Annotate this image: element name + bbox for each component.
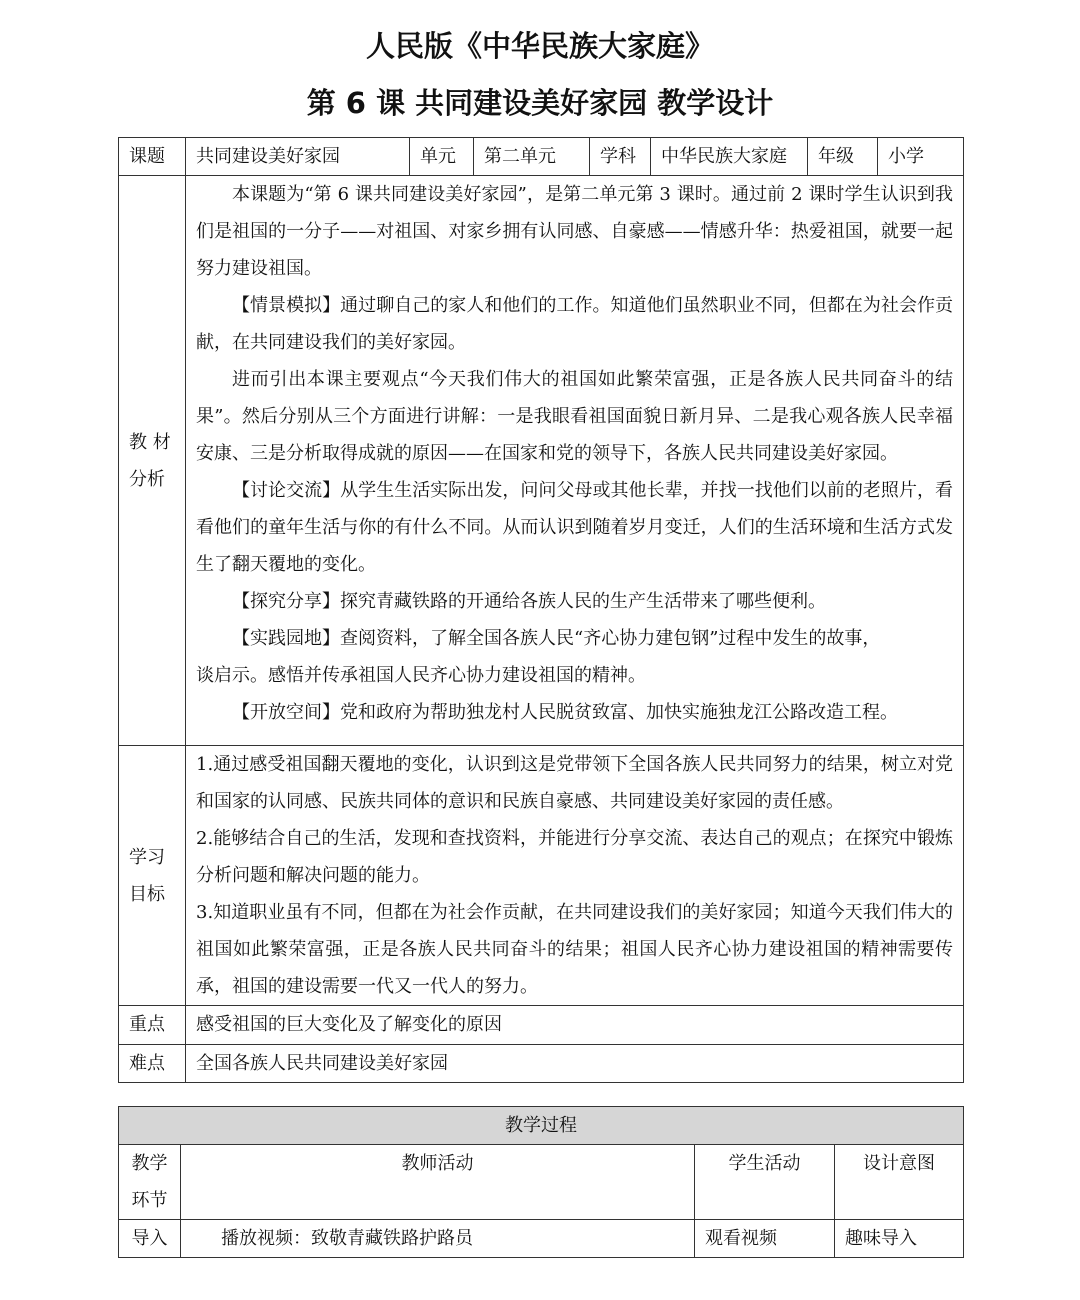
design-intent-header: 设计意图 [835,1145,964,1220]
analysis-paragraph: 【情景模拟】通过聊自己的家人和他们的工作。知道他们虽然职业不同，但都在为社会作贡献，在共同建设我们的美好家园。 [196,295,953,353]
objective-item: 3.知道职业虽有不同，但都在为社会作贡献，在共同建设我们的美好家园；知道今天我们伟大的祖国如此繁荣富强，正是各族人民共同奋斗的结果；祖国人民齐心协力建设祖国的精神需要传承，祖国的建设需要一代又一代人的努力。 [196,902,953,997]
analysis-paragraph: 【探究分享】探究青藏铁路的开通给各族人民的生产生活带来了哪些便利。 [232,591,826,612]
unit-label: 单元 [410,138,474,176]
design-intent-cell: 趣味导入 [835,1220,964,1258]
difficulty-row [119,1045,964,1083]
info-row [119,138,964,176]
lesson-design-table [118,137,964,1083]
objectives-label [119,746,186,1006]
grade-value: 小学 [878,138,964,176]
subject-label: 学科 [590,138,651,176]
process-title-row [119,1107,964,1145]
topic-value: 共同建设美好家园 [186,138,410,176]
difficulty-value: 全国各族人民共同建设美好家园 [186,1045,964,1083]
grade-label: 年级 [808,138,878,176]
subject-value: 中华民族大家庭 [651,138,808,176]
document-title: 人民版《中华民族大家庭》 [365,29,714,63]
key-point-label: 重点 [119,1006,186,1045]
analysis-paragraph: 进而引出本课主要观点“今天我们伟大的祖国如此繁荣富强，正是各族人民共同奋斗的结果”。然后分别从三个方面进行讲解：一是我眼看祖国面貌日新月异、二是我心观各族人民幸福安康、三是分析取得成就的原因——在国家和党的领导下，各族人民共同建设美好家园。 [196,369,953,464]
objectives-label-line2: 目标 [129,883,165,905]
objective-item: 2.能够结合自己的生活，发现和查找资料，并能进行分享交流、表达自己的观点；在探究中锻炼分析问题和解决问题的能力。 [196,828,953,886]
unit-value: 第二单元 [474,138,590,176]
stage-header-line1: 教学 [131,1153,168,1174]
lesson-title: 第 6 课 共同建设美好家园 教学设计 [306,86,774,120]
table-row [119,1220,964,1258]
key-point-value: 感受祖国的巨大变化及了解变化的原因 [186,1006,964,1045]
teaching-process-table [118,1106,964,1258]
objectives-row [119,746,964,1006]
analysis-paragraph: 【开放空间】党和政府为帮助独龙村人民脱贫致富、加快实施独龙江公路改造工程。 [232,702,898,723]
process-title: 教学过程 [119,1107,964,1145]
analysis-paragraph: 谈启示。感悟并传承祖国人民齐心协力建设祖国的精神。 [196,665,646,686]
objectives-content [186,746,964,1006]
student-activity-cell: 观看视频 [695,1220,835,1258]
objective-item: 1.通过感受祖国翻天覆地的变化，认识到这是党带领下全国各族人民共同努力的结果，树立对党和国家的认同感、民族共同体的意识和民族自豪感、共同建设美好家园的责任感。 [196,754,953,812]
analysis-label-line2: 分析 [129,468,165,490]
analysis-paragraph: 本课题为“第 6 课共同建设美好家园”，是第二单元第 3 课时。通过前 2 课时学生认识到我们是祖国的一分子——对祖国、对家乡拥有认同感、自豪感——情感升华：热爱祖国，就要一起努力建设祖国。 [196,184,953,279]
analysis-content [186,176,964,746]
stage-header [119,1145,181,1220]
key-point-row [119,1006,964,1045]
analysis-paragraph: 【讨论交流】从学生生活实际出发，问问父母或其他长辈，并找一找他们以前的老照片，看看他们的童年生活与你的有什么不同。从而认识到随着岁月变迁，人们的生活环境和生活方式发生了翻天覆地的变化。 [196,480,953,575]
process-header-row [119,1145,964,1220]
teacher-activity-header: 教师活动 [181,1145,695,1220]
teacher-activity-cell: 播放视频：致敬青藏铁路护路员 [181,1220,695,1258]
analysis-row [119,176,964,746]
student-activity-header: 学生活动 [695,1145,835,1220]
objectives-label-line1: 学习 [129,846,165,868]
difficulty-label: 难点 [119,1045,186,1083]
stage-header-line2: 环节 [131,1190,168,1211]
analysis-label-line1: 教 材 [129,431,171,453]
stage-cell: 导入 [119,1220,181,1258]
topic-label: 课题 [119,138,186,176]
analysis-paragraph: 【实践园地】查阅资料，了解全国各族人民“齐心协力建包钢”过程中发生的故事， [232,628,881,649]
analysis-label [119,176,186,746]
